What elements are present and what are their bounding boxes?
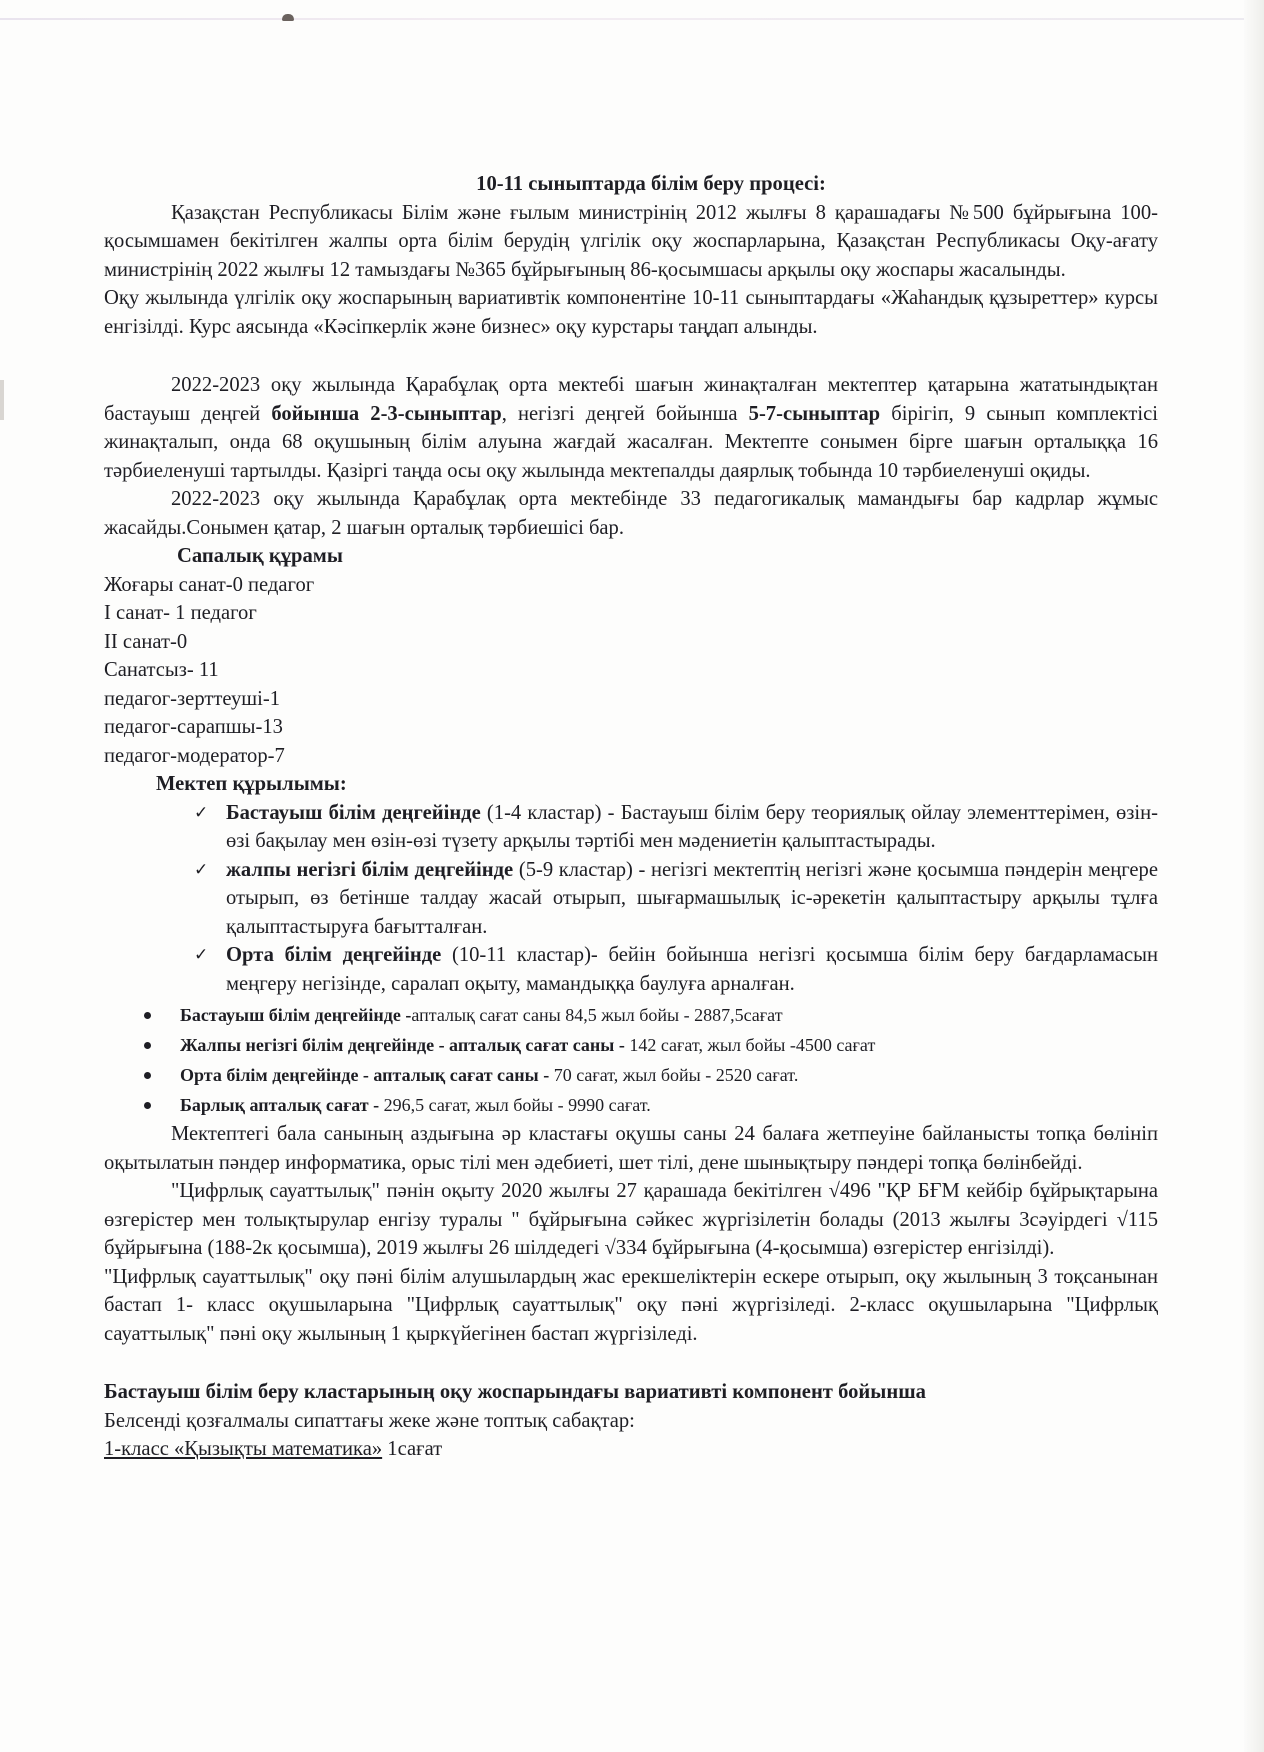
hours-item — [144, 1000, 1158, 1030]
text-run: , негізгі деңгей бойынша — [501, 402, 749, 425]
paragraph-groups: Мектептегі бала санының аздығына әр кластағы оқушы саны 24 балаға жетпеуіне байланысты топқа бөлініп оқытылатын пәндер информатика, орыс тілі мен әдебиеті, шет тілі, дене шынықтыру пәндері топқа бөлінбейді. — [104, 1123, 1158, 1174]
bold-run: Орта білім деңгейінде - апталық сағат саны - — [180, 1065, 550, 1085]
checkmark-icon: ✓ — [194, 802, 209, 823]
quality-item: I санат- 1 педагог — [104, 602, 257, 624]
bullet-icon — [144, 1102, 151, 1109]
bullet-icon — [144, 1042, 151, 1049]
bullet-icon — [144, 1012, 151, 1019]
text-run: 2022-2023 оқу жылында Қарабұлақ орта мектебі шағын жинақталған мектептер қатарына жататындықтан бастауыш деңгей — [104, 374, 1158, 425]
bold-run: Бастауыш білім деңгейінде - — [180, 1005, 412, 1025]
quality-item: Санатсыз- 11 — [104, 659, 219, 681]
bold-run: жалпы негізгі білім деңгейінде — [226, 858, 514, 881]
quality-item: педагог-модератор-7 — [104, 744, 285, 767]
structure-item — [194, 941, 1158, 998]
structure-list — [104, 799, 1158, 999]
bold-run: Барлық апталық сағат - — [180, 1095, 380, 1115]
bullet-icon — [144, 1072, 151, 1079]
hours-item — [144, 1060, 1158, 1090]
bold-run: бойынша 2-3-сыныптар — [271, 402, 502, 425]
quality-item: педагог-зерттеуші-1 — [104, 687, 281, 710]
variative-item — [104, 1435, 1158, 1464]
paragraph-digital-literacy-schedule: "Цифрлық сауаттылық" оқу пәні білім алушылардың жас ерекшеліктерін ескере отырып, оқу жылының 3 тоқсанынан бастап 1- класс оқушыларына "Цифрлық сауаттылық" оқу пәні жүргізіледі. 2-класс оқушыларына "Цифрлық сауаттылық" пәні оқу жылының 1 қыркүйегінен бастап жүргізіледі. — [104, 1265, 1158, 1345]
variative-heading: Бастауыш білім беру кластарының оқу жоспарындағы вариативті компонент бойынша — [104, 1381, 926, 1403]
text-run: апталық сағат саны 84,5 жыл бойы - 2887,5сағат — [411, 1005, 783, 1025]
variative-item-hours: 1сағат — [382, 1438, 443, 1460]
text-run: 142 сағат, жыл бойы -4500 сағат — [624, 1035, 876, 1055]
paragraph-school-classes — [104, 371, 1158, 485]
checkmark-icon: ✓ — [194, 859, 209, 880]
paragraph-digital-literacy-order: "Цифрлық сауаттылық" пәнін оқыту 2020 жылғы 27 қарашада бекітілген √496 "ҚР БҒМ кейбір бұйрықтарына өзгерістер мен толықтырулар енгізу туралы " бұйрығына сәйкес жүргізілетін болады (2013 жылғы 3сәуірдегі √115 бұйрығына (188-2к қосымша), 2019 жылғы 26 шілдедегі √334 бұйрығына (4-қосымша) өзгерістер енгізілді). — [104, 1180, 1158, 1259]
document-page — [104, 170, 1158, 1464]
quality-item: II санат-0 — [104, 630, 188, 653]
quality-heading: Сапалық құрамы — [177, 545, 343, 567]
text-run: 296,5 сағат, жыл бойы - 9990 сағат. — [379, 1095, 651, 1115]
paragraph-staff: 2022-2023 оқу жылында Қарабұлақ орта мектебінде 33 педагогикалық мамандығы бар кадрлар жұмыс жасайды.Сонымен қатар, 2 шағын орталық тәрбиешісі бар. — [104, 488, 1158, 539]
hours-list — [104, 1000, 1158, 1120]
structure-heading: Мектеп құрылымы: — [156, 773, 347, 795]
scan-edge-right — [1244, 0, 1264, 1752]
bold-run: 5-7-сыныптар — [748, 402, 881, 425]
quality-item: Жоғары санат-0 педагог — [104, 573, 315, 596]
structure-item — [194, 799, 1158, 856]
text-run: 70 сағат, жыл бойы - 2520 сағат. — [549, 1065, 799, 1085]
scan-edge-top — [0, 18, 1264, 20]
hours-item — [144, 1030, 1158, 1060]
scan-artifact-mark — [282, 14, 294, 21]
bold-run: Орта білім деңгейінде — [226, 944, 442, 966]
checkmark-icon: ✓ — [194, 945, 209, 965]
paragraph-variative-course: Оқу жылында үлгілік оқу жоспарының вариативтік компонентіне 10-11 сыныптардағы «Жаһандық құзыреттер» курсы енгізілді. Курс аясында «Кәсіпкерлік және бизнес» оқу курстары таңдап алынды. — [104, 287, 1158, 338]
structure-item — [194, 856, 1158, 942]
document-title: 10-11 сыныптарда білім беру процесі: — [476, 173, 826, 195]
text-run: (1-4 кластар) - Бастауыш білім беру теориялық ойлау элементтерімен, өзін-өзі бақылау мен өзін-өзі түзету арқылы тәртібі мен мәдениетін қалыптастырады. — [226, 801, 1158, 852]
paragraph-curriculum-basis: Қазақстан Республикасы Білім және ғылым министрінің 2012 жылғы 8 қарашадағы №500 бұйрығына 100-қосымшамен бекітілген жалпы орта білім берудің үлгілік оқу жоспарларына, Қазақстан Республикасы Оқу-ағату министрінің 2022 жылғы 12 тамыздағы №365 бұйрығының 86-қосымшасы арқылы оқу жоспары жасалынды. — [104, 201, 1158, 281]
text-run: (10-11 кластар)- бейін бойынша негізгі қосымша білім беру бағдарламасын меңгеру негізінде, саралап оқыту, мамандыққа баулуға арналған. — [226, 944, 1159, 995]
hours-item — [144, 1090, 1158, 1120]
scan-edge-left — [0, 380, 4, 420]
quality-list — [104, 571, 1158, 771]
bold-run: Жалпы негізгі білім деңгейінде - апталық сағат саны - — [180, 1035, 625, 1055]
quality-item: педагог-сарапшы-13 — [104, 716, 283, 738]
text-run: (5-9 кластар) - негізгі мектептің негізгі және қосымша пәндерін меңгере отырып, өз бетінше талдау жасай отырып, шығармашылық іс-әрекетін қалыптастыру арқылы тұлға қалыптастыруға бағытталған. — [226, 858, 1158, 938]
variative-item-title: 1-класс «Қызықты математика» — [104, 1438, 383, 1460]
text-run: бірігіп, 9 сынып комплектісі жинақталып, онда 68 оқушының білім алуына жағдай жасалған. Мектепте сонымен бірге шағын орталыққа 16 тәрбиеленуші тартылды. Қазіргі таңда осы оқу жылында мектепалды даярлық тобында 10 тәрбиеленуші оқиды. — [104, 402, 1158, 482]
variative-subheading: Белсенді қозғалмалы сипаттағы жеке және топтық сабақтар: — [104, 1409, 635, 1432]
bold-run: Бастауыш білім деңгейінде — [226, 801, 481, 824]
